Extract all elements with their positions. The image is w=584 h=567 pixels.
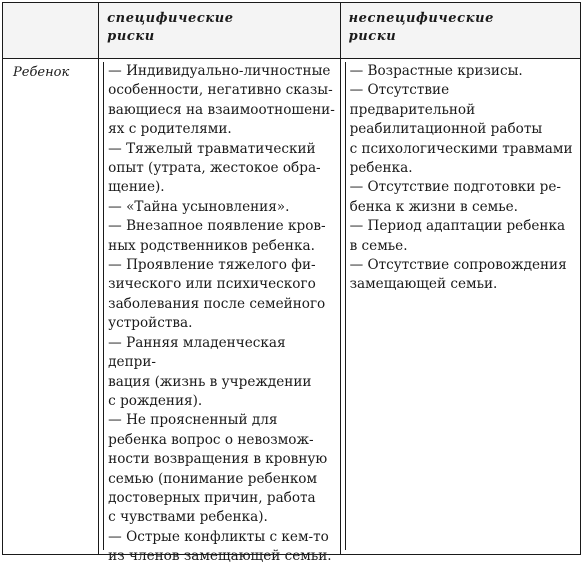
specific-risks-list: [103, 62, 335, 565]
list-item: — Возрастные кризисы.: [349, 63, 523, 79]
table-header-row: [3, 3, 581, 59]
nonspecific-risks-cell: [340, 59, 580, 555]
list-item: — Тяжелый травматический опыт (утрата, жестокое обра- щение).: [108, 140, 321, 196]
nonspecific-risks-list: [345, 62, 576, 550]
list-item: — Ранняя младенческая депри- вация (жизнь в учреждении с рождения).: [108, 334, 312, 409]
list-item: — Острые конфликты с кем-то из членов замещающей семьи.: [108, 528, 332, 565]
row-label-cell: [3, 59, 99, 555]
specific-risks-cell: [99, 59, 340, 565]
header-nonspecific-cell: [340, 3, 580, 59]
header-specific-cell: [99, 3, 340, 59]
table-row: [3, 59, 581, 555]
header-nonspecific-risks: неспецифические риски: [348, 11, 495, 44]
header-specific-risks: специфические риски: [107, 11, 234, 44]
list-item: — Проявление тяжелого фи- зического или психического заболевания после семейного устройства.: [108, 257, 326, 332]
list-item: — Период адаптации ребенка в семье.: [349, 218, 566, 254]
list-item: — Отсутствие предварительной реабилитационной работы с психологическими травмами ребенка.: [349, 82, 573, 177]
list-item: — «Тайна усыновления».: [108, 198, 290, 215]
list-item: — Внезапное появление кров- ных родственников ребенка.: [108, 218, 326, 254]
list-item: — Не проясненный для ребенка вопрос о невозмож- ности возвращения в кровную семью (понимание ребенком достоверных причин, работа с чувствами ребенка).: [108, 412, 328, 526]
row-label: Ребенок: [13, 65, 70, 80]
list-item: — Отсутствие сопровождения замещающей семьи.: [349, 257, 567, 293]
list-item: — Индивидуально-личностные особенности, негативно сказы- вающиеся на взаимоотношени- ях с родителями.: [108, 63, 335, 138]
list-item: — Отсутствие подготовки ре- бенка к жизни в семье.: [349, 179, 561, 215]
header-empty-cell: [3, 3, 99, 59]
risk-table: [2, 2, 581, 565]
